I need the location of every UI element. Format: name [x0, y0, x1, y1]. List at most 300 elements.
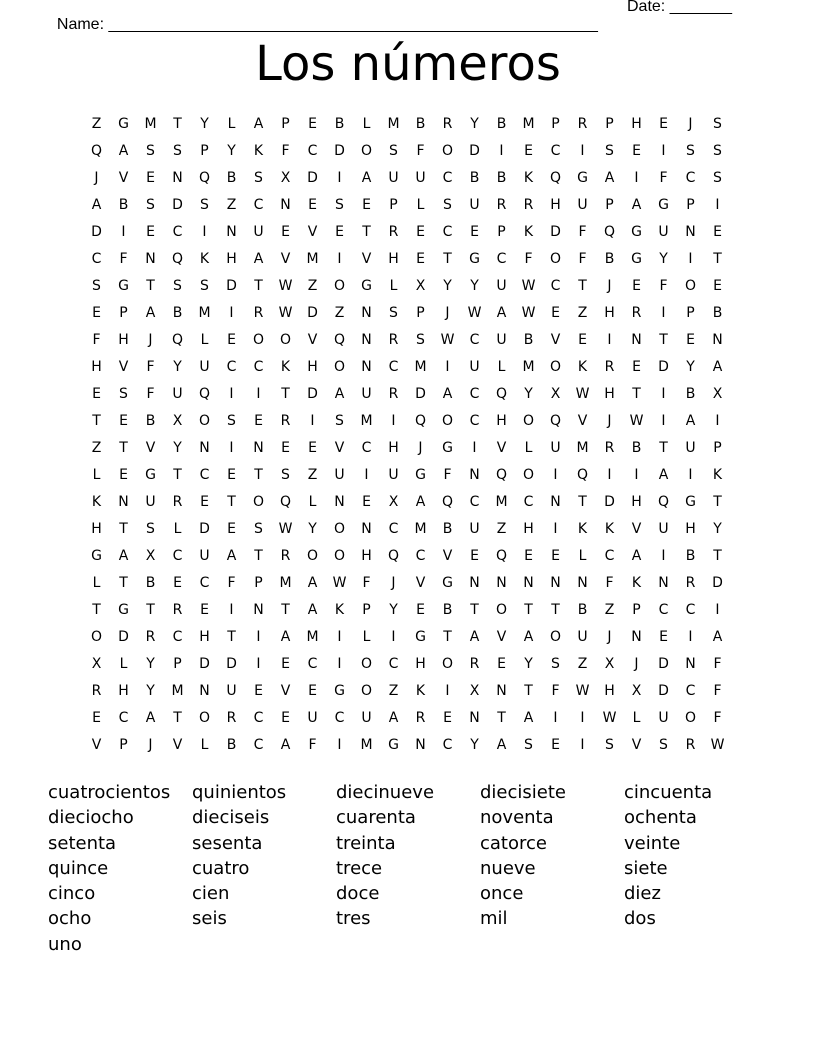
- word-list-item: seis: [192, 908, 227, 930]
- grid-cell: Q: [495, 467, 508, 483]
- grid-cell: S: [146, 143, 155, 159]
- grid-cell: E: [470, 224, 479, 240]
- grid-cell: U: [199, 548, 210, 564]
- grid-cell: B: [226, 737, 237, 753]
- grid-cell: A: [604, 170, 615, 186]
- grid-cell: Y: [524, 656, 533, 672]
- grid-cell: P: [686, 305, 695, 321]
- grid-cell: B: [145, 575, 156, 591]
- word-list-item: diez: [624, 883, 661, 905]
- grid-cell: S: [173, 143, 182, 159]
- grid-cell: G: [415, 629, 426, 645]
- grid-cell: I: [661, 305, 666, 321]
- grid-cell: C: [658, 602, 669, 618]
- grid-cell: I: [310, 413, 315, 429]
- grid-cell: O: [522, 413, 535, 429]
- grid-cell: N: [280, 197, 291, 213]
- grid-cell: H: [604, 305, 615, 321]
- grid-cell: C: [469, 386, 480, 402]
- grid-cell: U: [145, 494, 156, 510]
- grid-cell: E: [146, 170, 155, 186]
- grid-cell: U: [658, 710, 669, 726]
- grid-cell: X: [172, 413, 183, 429]
- grid-cell: I: [634, 467, 639, 483]
- grid-cell: P: [173, 656, 182, 672]
- grid-cell: I: [661, 413, 666, 429]
- grid-cell: N: [253, 440, 264, 456]
- grid-cell: T: [551, 602, 560, 618]
- grid-cell: I: [499, 143, 504, 159]
- grid-cell: U: [172, 386, 183, 402]
- grid-cell: V: [334, 440, 345, 456]
- grid-cell: N: [118, 494, 129, 510]
- grid-cell: Y: [308, 521, 317, 537]
- grid-cell: I: [661, 386, 666, 402]
- grid-cell: A: [280, 737, 291, 753]
- word-list-item: cien: [192, 883, 230, 905]
- grid-cell: E: [200, 494, 209, 510]
- grid-cell: Q: [603, 224, 616, 240]
- grid-cell: E: [497, 656, 506, 672]
- word-list-item: cuatro: [192, 857, 250, 879]
- grid-cell: I: [580, 710, 585, 726]
- grid-cell: D: [334, 143, 345, 159]
- grid-cell: E: [254, 413, 263, 429]
- grid-cell: C: [550, 143, 561, 159]
- grid-cell: S: [119, 386, 128, 402]
- grid-cell: Y: [146, 683, 155, 699]
- grid-cell: R: [604, 440, 615, 456]
- date-field-label: Date: _______: [627, 0, 732, 15]
- grid-cell: G: [361, 278, 372, 294]
- grid-cell: W: [710, 737, 725, 753]
- grid-cell: X: [712, 386, 723, 402]
- word-list-item: treinta: [336, 832, 396, 854]
- grid-cell: B: [415, 116, 426, 132]
- grid-cell: J: [148, 332, 153, 348]
- grid-cell: J: [607, 278, 612, 294]
- grid-cell: U: [658, 224, 669, 240]
- grid-cell: R: [226, 710, 237, 726]
- word-list-item: dieciocho: [48, 807, 134, 829]
- grid-cell: I: [229, 602, 234, 618]
- grid-cell: N: [361, 359, 372, 375]
- grid-cell: E: [659, 116, 668, 132]
- grid-cell: E: [92, 710, 101, 726]
- grid-cell: O: [306, 548, 319, 564]
- grid-cell: D: [658, 683, 669, 699]
- grid-cell: I: [553, 467, 558, 483]
- grid-cell: Y: [524, 386, 533, 402]
- grid-cell: E: [308, 683, 317, 699]
- grid-cell: F: [416, 143, 425, 159]
- grid-cell: X: [145, 548, 156, 564]
- grid-cell: P: [551, 116, 560, 132]
- grid-cell: S: [281, 467, 290, 483]
- grid-cell: L: [362, 629, 371, 645]
- grid-cell: G: [118, 602, 129, 618]
- grid-cell: A: [631, 548, 642, 564]
- grid-cell: E: [632, 359, 641, 375]
- grid-cell: D: [604, 494, 615, 510]
- grid-cell: R: [604, 359, 615, 375]
- grid-cell: O: [360, 683, 373, 699]
- grid-cell: P: [497, 224, 506, 240]
- grid-cell: E: [281, 224, 290, 240]
- grid-cell: G: [658, 197, 669, 213]
- grid-cell: K: [280, 359, 291, 375]
- grid-cell: B: [172, 305, 183, 321]
- grid-cell: I: [688, 629, 693, 645]
- word-list-item: once: [480, 883, 524, 905]
- word-list-item: ochenta: [624, 807, 697, 829]
- grid-cell: R: [415, 710, 426, 726]
- grid-cell: W: [629, 413, 644, 429]
- grid-cell: D: [91, 224, 102, 240]
- grid-cell: N: [685, 224, 696, 240]
- grid-cell: T: [470, 602, 479, 618]
- grid-cell: T: [119, 521, 128, 537]
- grid-cell: V: [307, 224, 318, 240]
- grid-cell: I: [256, 386, 261, 402]
- grid-cell: T: [524, 683, 533, 699]
- grid-cell: W: [467, 305, 482, 321]
- grid-cell: E: [308, 440, 317, 456]
- grid-cell: C: [388, 521, 399, 537]
- word-list-item: dos: [624, 908, 656, 930]
- grid-cell: C: [253, 359, 264, 375]
- grid-cell: Z: [91, 440, 102, 456]
- grid-cell: C: [253, 737, 264, 753]
- grid-cell: A: [496, 737, 507, 753]
- grid-cell: I: [445, 683, 450, 699]
- grid-cell: I: [472, 440, 477, 456]
- grid-cell: S: [146, 521, 155, 537]
- word-list-item: trece: [336, 857, 383, 879]
- grid-cell: O: [549, 629, 562, 645]
- grid-cell: J: [418, 440, 423, 456]
- grid-cell: J: [148, 737, 153, 753]
- grid-cell: U: [577, 629, 588, 645]
- grid-cell: D: [415, 386, 426, 402]
- grid-cell: T: [254, 278, 263, 294]
- grid-cell: U: [361, 710, 372, 726]
- grid-cell: F: [443, 467, 452, 483]
- grid-cell: V: [361, 251, 372, 267]
- grid-cell: S: [254, 521, 263, 537]
- grid-cell: I: [661, 143, 666, 159]
- grid-cell: M: [522, 116, 535, 132]
- grid-cell: U: [415, 170, 426, 186]
- grid-cell: Y: [470, 278, 479, 294]
- grid-cell: W: [332, 575, 347, 591]
- grid-cell: K: [577, 521, 588, 537]
- grid-cell: E: [227, 521, 236, 537]
- grid-cell: M: [171, 683, 184, 699]
- grid-cell: B: [577, 602, 588, 618]
- grid-cell: R: [172, 494, 183, 510]
- grid-cell: K: [253, 143, 264, 159]
- grid-cell: I: [337, 656, 342, 672]
- grid-cell: F: [281, 143, 290, 159]
- grid-cell: I: [256, 629, 261, 645]
- grid-cell: A: [712, 629, 723, 645]
- grid-cell: T: [227, 629, 236, 645]
- grid-cell: B: [712, 305, 723, 321]
- grid-cell: V: [280, 683, 291, 699]
- word-list-item: siete: [624, 857, 668, 879]
- grid-cell: R: [280, 413, 291, 429]
- grid-cell: L: [497, 359, 506, 375]
- grid-cell: O: [441, 143, 454, 159]
- grid-cell: F: [308, 737, 317, 753]
- grid-cell: E: [173, 575, 182, 591]
- grid-cell: U: [550, 440, 561, 456]
- grid-cell: T: [254, 467, 263, 483]
- header-line: [48, 0, 748, 33]
- grid-cell: O: [441, 656, 454, 672]
- grid-cell: C: [253, 197, 264, 213]
- grid-cell: S: [173, 278, 182, 294]
- grid-cell: R: [631, 305, 642, 321]
- grid-cell: F: [227, 575, 236, 591]
- grid-cell: T: [362, 224, 371, 240]
- grid-cell: L: [416, 197, 425, 213]
- grid-cell: M: [387, 116, 400, 132]
- grid-cell: Q: [171, 332, 184, 348]
- grid-cell: C: [550, 278, 561, 294]
- grid-cell: T: [173, 710, 182, 726]
- grid-cell: N: [172, 170, 183, 186]
- grid-cell: G: [145, 467, 156, 483]
- grid-cell: U: [388, 467, 399, 483]
- grid-cell: A: [226, 548, 237, 564]
- grid-cell: S: [659, 737, 668, 753]
- grid-cell: L: [578, 548, 587, 564]
- grid-cell: A: [415, 494, 426, 510]
- grid-cell: E: [551, 305, 560, 321]
- grid-cell: U: [577, 197, 588, 213]
- grid-cell: J: [607, 629, 612, 645]
- grid-cell: U: [334, 467, 345, 483]
- grid-cell: J: [607, 413, 612, 429]
- grid-cell: T: [146, 278, 155, 294]
- grid-cell: A: [253, 251, 264, 267]
- grid-cell: I: [391, 413, 396, 429]
- grid-cell: L: [92, 467, 101, 483]
- grid-cell: T: [713, 251, 722, 267]
- grid-cell: F: [119, 251, 128, 267]
- grid-cell: Y: [146, 656, 155, 672]
- grid-cell: G: [469, 251, 480, 267]
- grid-cell: X: [604, 656, 615, 672]
- grid-cell: U: [685, 440, 696, 456]
- grid-cell: N: [145, 251, 156, 267]
- grid-cell: U: [496, 278, 507, 294]
- grid-cell: S: [605, 143, 614, 159]
- grid-cell: F: [578, 224, 587, 240]
- grid-cell: S: [524, 737, 533, 753]
- grid-cell: H: [199, 629, 210, 645]
- grid-cell: J: [391, 575, 396, 591]
- grid-cell: O: [333, 359, 346, 375]
- grid-cell: H: [631, 116, 642, 132]
- grid-cell: Q: [657, 494, 670, 510]
- grid-cell: M: [414, 359, 427, 375]
- grid-cell: B: [226, 170, 237, 186]
- grid-cell: A: [496, 305, 507, 321]
- grid-cell: E: [551, 548, 560, 564]
- grid-cell: M: [144, 116, 157, 132]
- grid-cell: E: [308, 116, 317, 132]
- grid-cell: R: [442, 116, 453, 132]
- grid-cell: M: [198, 305, 211, 321]
- grid-cell: Y: [686, 359, 695, 375]
- word-list-item: doce: [336, 883, 380, 905]
- grid-cell: A: [118, 143, 129, 159]
- grid-cell: I: [607, 332, 612, 348]
- grid-cell: I: [256, 656, 261, 672]
- grid-cell: E: [632, 143, 641, 159]
- grid-cell: D: [307, 386, 318, 402]
- grid-cell: I: [229, 440, 234, 456]
- grid-cell: B: [685, 386, 696, 402]
- grid-cell: W: [440, 332, 455, 348]
- grid-cell: F: [605, 575, 614, 591]
- grid-cell: H: [388, 440, 399, 456]
- grid-cell: A: [145, 710, 156, 726]
- grid-cell: C: [523, 494, 534, 510]
- grid-cell: Q: [90, 143, 103, 159]
- grid-cell: C: [361, 440, 372, 456]
- grid-cell: N: [631, 629, 642, 645]
- grid-cell: E: [659, 629, 668, 645]
- grid-cell: H: [388, 251, 399, 267]
- page-title: Los números: [255, 36, 561, 92]
- grid-cell: Y: [470, 737, 479, 753]
- grid-cell: U: [226, 683, 237, 699]
- grid-cell: H: [361, 548, 372, 564]
- grid-cell: S: [200, 197, 209, 213]
- grid-cell: I: [445, 359, 450, 375]
- grid-cell: W: [521, 305, 536, 321]
- grid-cell: T: [443, 629, 452, 645]
- grid-cell: A: [712, 359, 723, 375]
- grid-cell: E: [335, 224, 344, 240]
- grid-cell: L: [362, 116, 371, 132]
- grid-cell: H: [415, 656, 426, 672]
- grid-cell: D: [658, 656, 669, 672]
- grid-cell: P: [200, 143, 209, 159]
- grid-cell: C: [388, 656, 399, 672]
- grid-cell: P: [389, 197, 398, 213]
- grid-cell: A: [334, 386, 345, 402]
- grid-cell: M: [576, 440, 589, 456]
- grid-cell: C: [172, 629, 183, 645]
- grid-cell: V: [145, 440, 156, 456]
- grid-cell: N: [199, 683, 210, 699]
- grid-cell: L: [119, 656, 128, 672]
- grid-cell: O: [198, 710, 211, 726]
- grid-cell: I: [202, 224, 207, 240]
- grid-cell: C: [226, 359, 237, 375]
- grid-cell: T: [173, 116, 182, 132]
- grid-cell: B: [685, 548, 696, 564]
- grid-cell: L: [389, 278, 398, 294]
- word-list-item: quince: [48, 857, 109, 879]
- word-list: [48, 780, 768, 957]
- grid-cell: B: [118, 197, 129, 213]
- grid-cell: I: [715, 197, 720, 213]
- grid-cell: I: [661, 548, 666, 564]
- grid-cell: E: [281, 440, 290, 456]
- grid-cell: S: [713, 170, 722, 186]
- grid-cell: T: [524, 602, 533, 618]
- grid-cell: I: [391, 629, 396, 645]
- grid-cell: O: [522, 467, 535, 483]
- grid-cell: L: [92, 575, 101, 591]
- grid-cell: T: [497, 710, 506, 726]
- grid-cell: N: [334, 494, 345, 510]
- word-list-item: sesenta: [192, 832, 263, 854]
- grid-cell: C: [307, 656, 318, 672]
- grid-cell: A: [388, 710, 399, 726]
- grid-cell: T: [632, 386, 641, 402]
- grid-cell: V: [91, 737, 102, 753]
- grid-cell: E: [281, 656, 290, 672]
- grid-cell: H: [604, 386, 615, 402]
- grid-cell: R: [91, 683, 102, 699]
- grid-cell: Q: [495, 386, 508, 402]
- grid-cell: X: [469, 683, 480, 699]
- grid-cell: T: [659, 440, 668, 456]
- grid-cell: N: [658, 575, 669, 591]
- grid-cell: O: [549, 251, 562, 267]
- grid-cell: E: [200, 602, 209, 618]
- grid-cell: X: [550, 386, 561, 402]
- grid-cell: Y: [443, 278, 452, 294]
- grid-cell: N: [361, 332, 372, 348]
- grid-cell: C: [604, 548, 615, 564]
- grid-cell: D: [226, 656, 237, 672]
- grid-cell: O: [333, 548, 346, 564]
- grid-cell: W: [278, 278, 293, 294]
- grid-cell: M: [495, 494, 508, 510]
- grid-cell: Z: [577, 656, 588, 672]
- grid-cell: A: [307, 602, 318, 618]
- word-list-item: quinientos: [192, 782, 287, 803]
- grid-cell: R: [145, 629, 156, 645]
- grid-cell: S: [713, 143, 722, 159]
- grid-cell: E: [416, 602, 425, 618]
- grid-cell: C: [685, 602, 696, 618]
- grid-cell: N: [577, 575, 588, 591]
- grid-cell: M: [360, 413, 373, 429]
- grid-cell: X: [91, 656, 102, 672]
- grid-cell: N: [496, 575, 507, 591]
- grid-cell: V: [172, 737, 183, 753]
- grid-cell: C: [118, 710, 129, 726]
- grid-cell: W: [278, 305, 293, 321]
- grid-cell: I: [229, 305, 234, 321]
- grid-cell: Q: [549, 170, 562, 186]
- grid-cell: T: [227, 494, 236, 510]
- grid-cell: C: [415, 548, 426, 564]
- grid-cell: C: [253, 710, 264, 726]
- grid-cell: A: [91, 197, 102, 213]
- grid-cell: B: [496, 116, 507, 132]
- grid-cell: E: [632, 278, 641, 294]
